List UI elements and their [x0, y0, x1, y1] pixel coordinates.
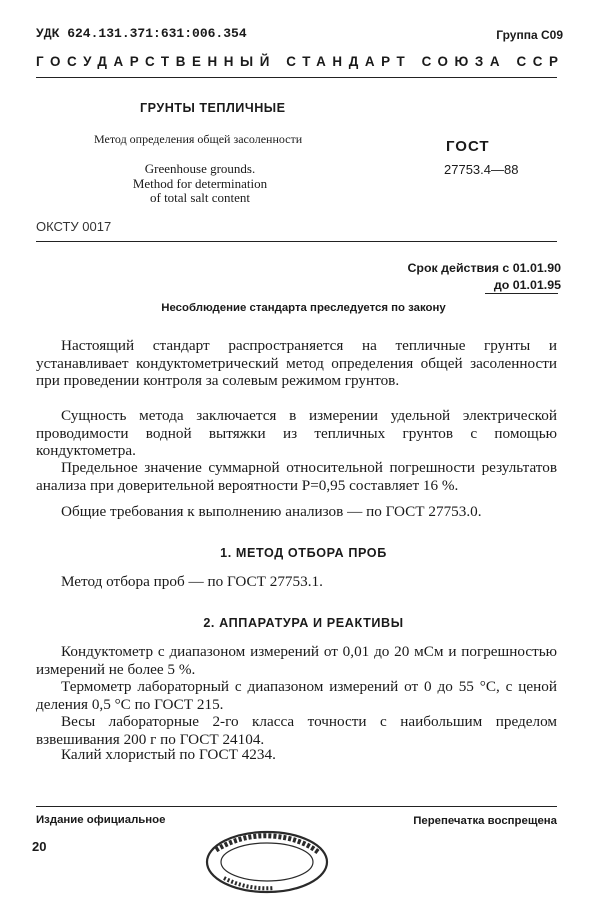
title-ru: ГРУНТЫ ТЕПЛИЧНЫЕ	[140, 101, 286, 115]
page-number: 20	[32, 839, 47, 854]
validity-to: до 01.01.95	[493, 278, 561, 292]
validity-from: Срок действия с 01.01.90	[407, 261, 561, 275]
header-rule	[36, 77, 557, 78]
section-1-text: Метод отбора проб — по ГОСТ 27753.1.	[61, 573, 323, 590]
edition-note: Издание официальное	[36, 814, 166, 826]
group-code: Группа С09	[496, 28, 563, 42]
enforcement-notice: Несоблюдение стандарта преследуется по закону	[161, 302, 446, 314]
paragraph-scope: Настоящий стандарт распространяется на тепличные грунты и устанавливает кондуктометрический метод определения общей засоленности при проведении контроля за солевым режимом грунтов.	[36, 337, 557, 390]
title-en-line-1: Greenhouse grounds.	[144, 161, 256, 176]
apparatus-conductometer: Кондуктометр с диапазоном измерений от 0,01 до 20 мСм и погрешностью измерений не более 5 %.	[36, 643, 557, 678]
paragraph-essence: Сущность метода заключается в измерении удельной электрической проводимости водной вытяжки из тепличных грунтов с помощью кондуктометра.	[36, 407, 557, 460]
title-en-line-3: of total salt content	[149, 190, 250, 205]
state-standard-banner: ГОСУДАРСТВЕННЫЙ СТАНДАРТ СОЮЗА ССР	[36, 54, 565, 69]
stamp-outer-ring	[207, 832, 327, 892]
section-1-heading: 1. МЕТОД ОТБОРА ПРОБ	[220, 546, 387, 560]
reagent-potassium-chloride: Калий хлористый по ГОСТ 4234.	[61, 746, 276, 763]
subtitle-ru: Метод определения общей засоленности	[94, 132, 303, 146]
title-rule	[36, 241, 557, 242]
apparatus-scales: Весы лабораторные 2-го класса точности с наибольшим пределом взвешивания 200 г по ГОСТ 24104.	[36, 713, 557, 748]
title-en-line-2: Method for determination	[132, 175, 268, 191]
paragraph-error: Предельное значение суммарной относительной погрешности результатов анализа при доверительной вероятности P=0,95 составляет 16 %.	[36, 459, 557, 494]
gost-number: 27753.4—88	[444, 162, 519, 177]
gost-label: ГОСТ	[446, 138, 490, 155]
stamp-inner-ring	[221, 843, 313, 881]
section-2-heading: 2. АППАРАТУРА И РЕАКТИВЫ	[203, 616, 404, 630]
footer-rule	[36, 806, 557, 807]
okstu-code: ОКСТУ 0017	[36, 219, 112, 234]
apparatus-thermometer: Термометр лабораторный с диапазоном измерений от 0 до 55 °С, с ценой деления 0,5 °С по ГОСТ 215.	[36, 678, 557, 713]
udk-code: УДК 624.131.371:631:006.354	[36, 26, 247, 41]
library-stamp	[202, 828, 332, 896]
title-en	[0, 162, 400, 206]
reprint-note: Перепечатка воспрещена	[413, 815, 557, 827]
validity-underline	[485, 293, 558, 294]
paragraph-general: Общие требования к выполнению анализов — по ГОСТ 27753.0.	[61, 503, 482, 520]
